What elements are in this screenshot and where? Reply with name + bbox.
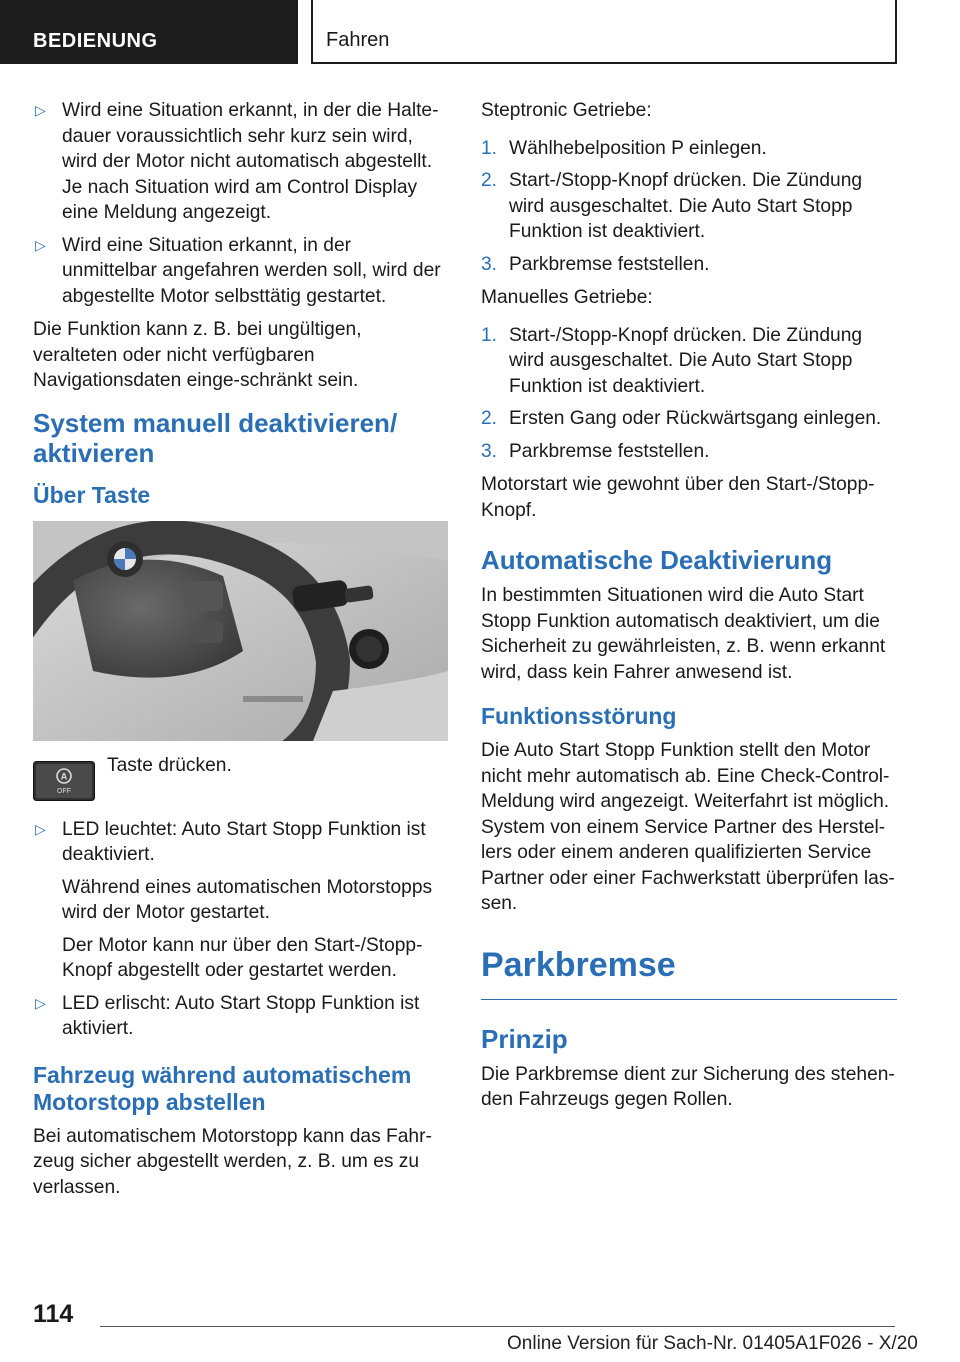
bullet-list-situations	[33, 98, 449, 309]
heading-fahrzeug-abstellen: Fahrzeug während automatischem Motorstopp abstellen	[33, 1061, 412, 1115]
label-steptronic: Steptronic Getriebe:	[481, 100, 652, 121]
heading-parkbremse: Parkbremse	[481, 945, 897, 1000]
left-column	[33, 98, 449, 1208]
paragraph-motorstart: Motorstart wie gewohnt über den Start-/Stopp-Knopf.	[481, 474, 875, 521]
list-item	[481, 252, 897, 278]
svg-text:A: A	[60, 771, 68, 781]
step-number: 2.	[481, 408, 498, 429]
step-number: 1.	[481, 324, 498, 346]
list-item	[481, 136, 897, 162]
bullet-text: LED erlischt: Auto Start Stopp Funktion ist aktiviert.	[62, 992, 420, 1039]
triangle-bullet-icon: ▷	[35, 102, 46, 118]
section-title: BEDIENUNG	[33, 30, 158, 52]
auto-start-stop-off-button-icon	[33, 761, 95, 801]
triangle-bullet-icon: ▷	[35, 994, 46, 1011]
online-version-note: Online Version für Sach-Nr. 01405A1F026 - X/20	[507, 1333, 918, 1354]
manual-steps	[481, 323, 897, 465]
step-text: Start-/Stopp-Knopf drücken. Die Zündung wird ausgeschaltet. Die Auto Start Stopp Funktion ist deaktiviert.	[509, 324, 863, 397]
heading-prinzip: Prinzip	[481, 1023, 568, 1054]
steptronic-steps	[481, 136, 897, 278]
step-number: 3.	[481, 253, 498, 275]
bullet-text: LED leuchtet: Auto Start Stopp Funktion ist deaktiviert.	[62, 818, 426, 865]
step-number: 3.	[481, 440, 498, 462]
step-text: Start-/Stopp-Knopf drücken. Die Zündung wird ausgeschaltet. Die Auto Start Stopp Funktion ist deaktiviert.	[509, 170, 863, 242]
page-header	[0, 0, 960, 66]
bullet-text: Wird eine Situation erkannt, in der unmittelbar angefahren werden soll, wird der abgestellte Motor selbsttätig gestartet.	[62, 234, 441, 307]
step-text: Parkbremse feststellen.	[509, 253, 710, 275]
section-tab	[0, 0, 298, 64]
bullet-subtext: Während eines automatischen Motorstopps wird der Motor gestartet.	[62, 876, 433, 923]
list-item	[33, 98, 449, 226]
bullet-text: Wird eine Situation erkannt, in der die Halte-dauer voraussichtlich sehr kurz sein wird, wird der Motor nicht automatisch abgestellt. Je nach Situation wird am Control Display eine Meldung angezeigt.	[62, 100, 439, 223]
heading-automatic-deactivation: Automatische Deaktivierung	[481, 545, 833, 575]
list-item	[481, 168, 897, 245]
button-caption: Taste drücken.	[107, 754, 232, 776]
heading-functional-fault: Funktionsstörung	[481, 703, 677, 729]
paragraph-navigation: Die Funktion kann z. B. bei ungültigen, veralteten oder nicht verfügbaren Navigationsdaten einge-schränkt sein.	[33, 319, 362, 391]
list-item	[33, 817, 449, 984]
list-item	[33, 233, 449, 310]
triangle-bullet-icon: ▷	[35, 820, 46, 837]
footer-divider	[100, 1326, 895, 1327]
list-item	[33, 991, 449, 1042]
triangle-bullet-icon: ▷	[35, 236, 46, 253]
label-manual: Manuelles Getriebe:	[481, 287, 653, 308]
paragraph-functional-fault: Die Auto Start Stopp Funktion stellt den Motor nicht mehr automatisch ab. Eine Check-Control-Meldung wird angezeigt. Weiterfahrt ist möglich. System von einem Service Partner des Herstel-lers oder einem anderen qualifizierten Service Partner oder einer Fachwerkstatt überprüfen las-sen.	[481, 740, 895, 914]
svg-text:OFF: OFF	[57, 787, 71, 795]
step-text: Ersten Gang oder Rückwärtsgang einlegen.	[509, 408, 882, 429]
page-number: 114	[33, 1300, 74, 1328]
step-text: Wählhebelposition P einlegen.	[509, 137, 767, 159]
button-instruction	[33, 753, 449, 803]
step-text: Parkbremse feststellen.	[509, 440, 710, 462]
list-item	[481, 439, 897, 465]
list-item	[481, 406, 897, 432]
paragraph-automatic-deactivation: In bestimmten Situationen wird die Auto Start Stopp Funktion automatisch deaktiviert, um die Sicherheit zu gewährleisten, z. B. wenn erkannt wird, dass kein Fahrer anwesend ist.	[481, 585, 886, 683]
bullet-subtext: Der Motor kann nur über den Start-/Stopp-Knopf abgestellt oder gestartet werden.	[62, 934, 423, 981]
heading-ueber-taste: Über Taste	[33, 481, 151, 508]
chapter-tab	[311, 0, 897, 64]
steering-wheel-photo	[33, 521, 448, 741]
bullet-list-led	[33, 817, 449, 1042]
step-number: 2.	[481, 170, 498, 191]
paragraph-fahrzeug-abstellen: Bei automatischem Motorstopp kann das Fahr-zeug sicher abgestellt werden, z. B. um es zu verlassen.	[33, 1125, 432, 1198]
step-number: 1.	[481, 137, 498, 159]
right-column	[481, 98, 897, 1121]
heading-system-manual: System manuell deaktivieren/ aktivieren	[33, 407, 398, 468]
paragraph-prinzip: Die Parkbremse dient zur Sicherung des stehen-den Fahrzeugs gegen Rollen.	[481, 1063, 895, 1110]
list-item	[481, 323, 897, 400]
chapter-title: Fahren	[326, 29, 390, 51]
